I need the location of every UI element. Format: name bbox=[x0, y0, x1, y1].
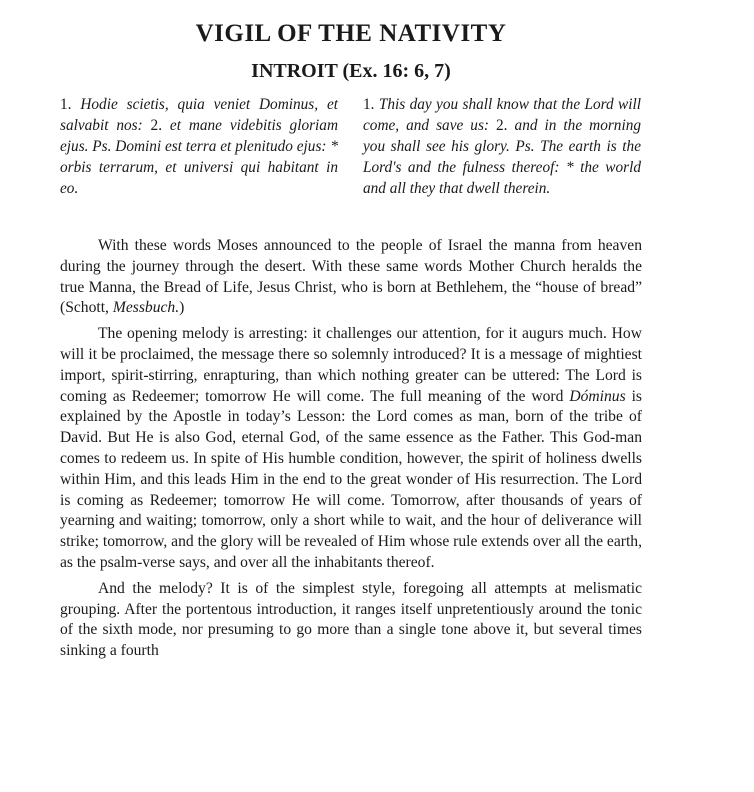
paragraph-3: And the melody? It is of the simplest style, foregoing all attempts at melismatic grouping. After the portentous introduction, it ranges itself unpretentiously around the tonic of the sixth mode, nor presuming to go more than a single tone above it, but several times sinking a fourth bbox=[60, 579, 642, 660]
paragraph-2-italic: Dóminus bbox=[569, 387, 626, 405]
english-text-column bbox=[363, 94, 641, 199]
paragraph-1-end: ) bbox=[179, 299, 185, 317]
commentary bbox=[60, 236, 642, 662]
introit-columns bbox=[60, 94, 642, 224]
verse-number: 1. bbox=[60, 96, 72, 113]
paragraph-2-text-a: The opening melody is arresting: it challenges our attention, for it augurs much. How will it be proclaimed, the message there so solemnly introduced? It is a message of mightiest import, spirit-stirring, enrapturing, than which nothing greater can be uttered: The Lord is coming as Redeemer; tomorrow He will come. The full meaning of the word bbox=[60, 325, 642, 405]
paragraph-2-text-b: is explained by the Apostle in today’s Lesson: the Lord comes as man, born of the tribe of David. But He is also God, eternal God, of the same essence as the Father. This God-man comes to redeem us. In spite of His humble condition, however, the spirit of holiness dwells within Him, and this leads Him in the end to the great wonder of His resurrection. The Lord is coming as Redeemer; tomorrow He will come. Tomorrow, after thousands of years of yearning and waiting; tomorrow, only a short while to wait, and the hour of deliverance will strike; tomorrow, and the glory will be revealed of Him whose rule extends over all the earth, as the psalm-verse says, and over all the inhabitants thereof. bbox=[60, 387, 642, 571]
verse-number: 1. bbox=[363, 96, 375, 113]
english-text-part-1: This day you shall know that the Lord will come, and save us: bbox=[363, 96, 641, 134]
verse-number: 2. bbox=[496, 117, 508, 134]
section-heading: INTROIT (Ex. 16: 6, 7) bbox=[251, 60, 451, 82]
paragraph-1-italic: Messbuch. bbox=[112, 299, 180, 317]
latin-text-part-2: et mane videbitis gloriam ejus. Ps. Domini est terra et plenitudo ejus: * orbis terrarum, et universi qui habitant in eo. bbox=[60, 117, 338, 197]
verse-number: 2. bbox=[150, 117, 163, 134]
paragraph-2 bbox=[60, 324, 642, 574]
latin-text-part-1: Hodie scietis, quia veniet Dominus, et salvabit nos: bbox=[60, 96, 338, 134]
paragraph-1 bbox=[60, 236, 642, 319]
english-text-part-2: and in the morning you shall see his glory. Ps. The earth is the Lord's and the fulness thereof: * the world and all they that dwell therein. bbox=[363, 117, 641, 197]
latin-text-column bbox=[60, 94, 338, 199]
page bbox=[60, 18, 642, 662]
page-title: VIGIL OF THE NATIVITY bbox=[195, 20, 507, 47]
paragraph-1-text: With these words Moses announced to the people of Israel the manna from heaven during the journey through the desert. With these same words Mother Church heralds the true Manna, the Bread of Life, Jesus Christ, who is born at Bethlehem, the “house of bread” (Schott, bbox=[60, 237, 642, 317]
